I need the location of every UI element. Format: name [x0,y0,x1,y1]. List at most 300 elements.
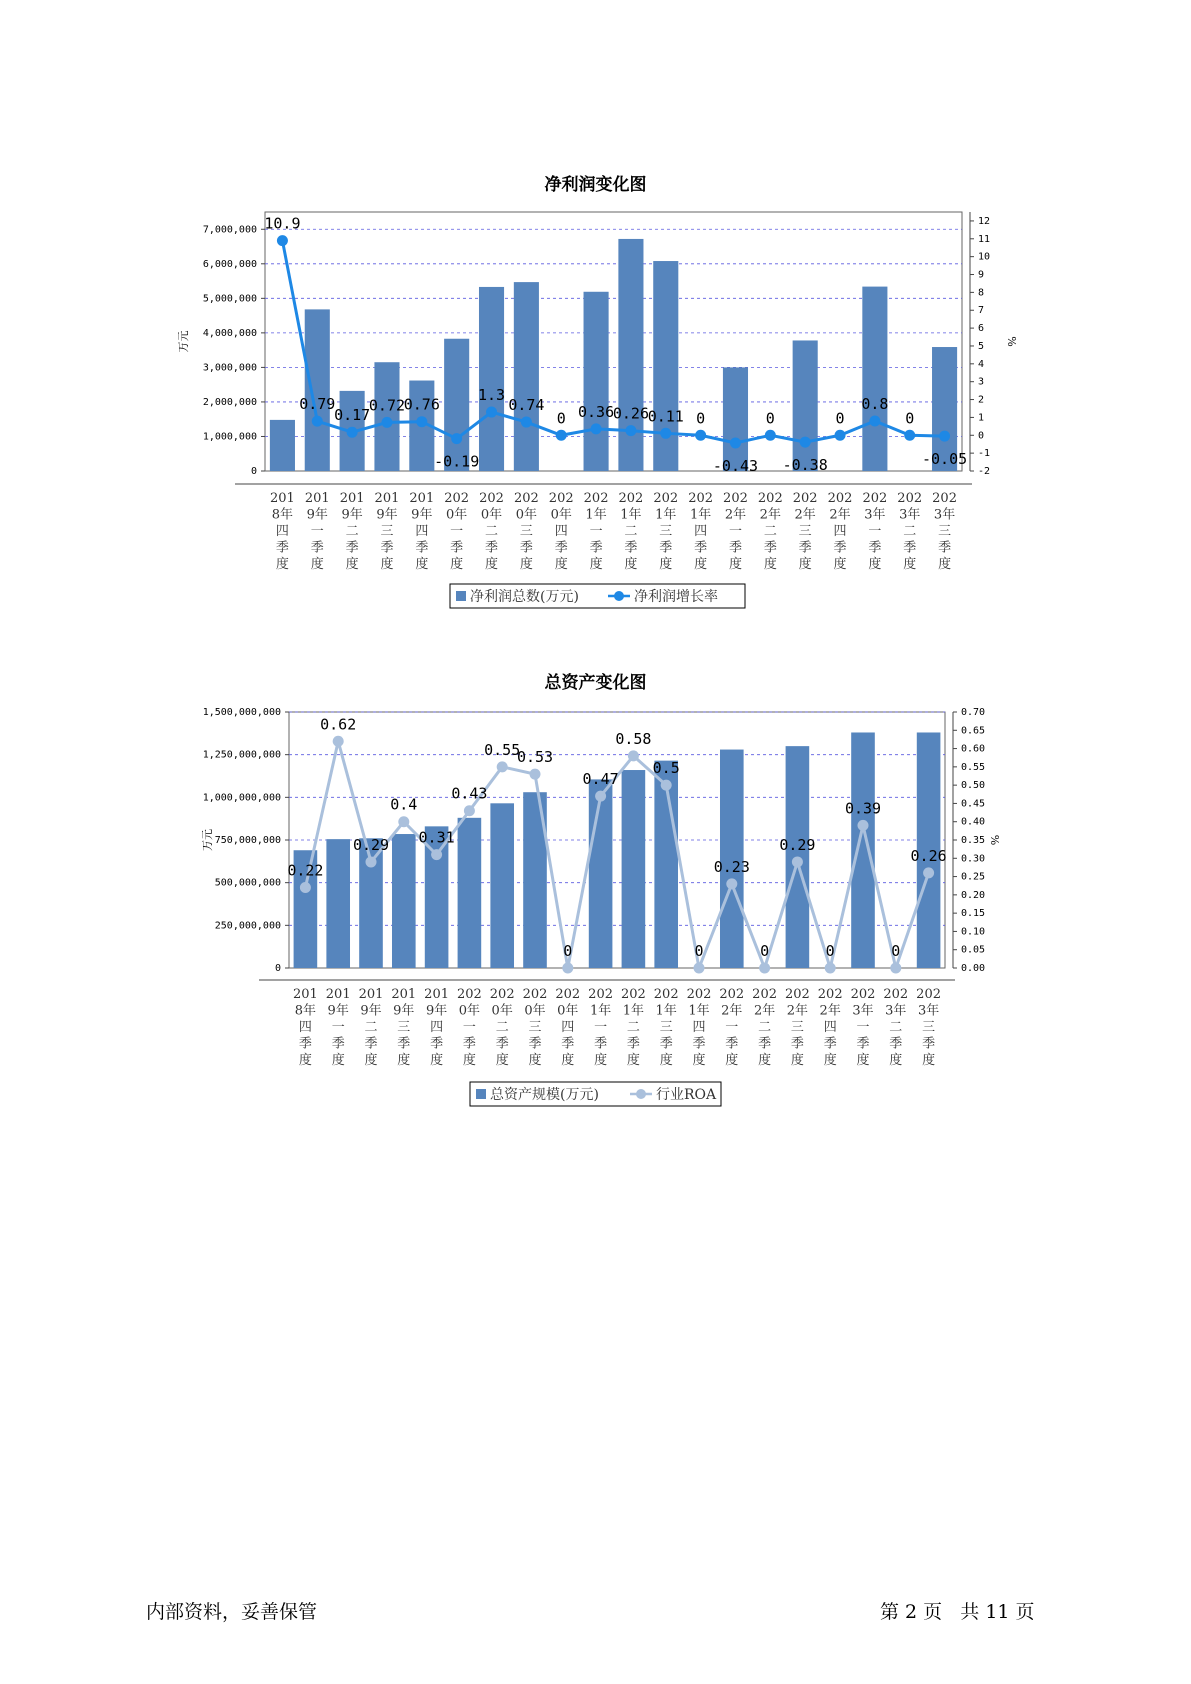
line-point [858,820,869,831]
x-tick-label: 季 [462,1036,476,1052]
x-tick-label: 度 [415,557,429,572]
x-tick-label: 度 [763,557,777,572]
x-tick-label: 9年 [411,507,433,523]
x-tick-label: 度 [298,1053,312,1068]
data-label: 0 [835,409,845,428]
x-tick-label: 2年 [724,507,747,523]
x-tick-label: 二 [758,1020,772,1035]
y-left-tick-label: 1,000,000 [202,431,257,443]
x-tick-label: 四 [833,524,847,539]
y-right-tick-label: 12 [978,215,991,227]
x-tick-label: 三 [798,524,812,539]
x-tick-label: 三 [659,1020,673,1035]
x-tick-label: 一 [868,524,882,539]
x-tick-label: 季 [594,1036,608,1052]
x-tick-label: 度 [728,557,742,572]
x-tick-label: 202 [827,491,853,506]
x-tick-label: 季 [450,540,464,556]
x-tick-label: 202 [686,987,712,1002]
y-right-tick-label: -1 [978,448,991,460]
y-left-tick-label: 0 [274,963,281,974]
legend-bar-swatch [476,1089,486,1099]
y-right-tick-label: 8 [978,287,985,299]
y-right-tick-label: 3 [978,376,985,388]
footer-confidential: 内部资料，妥善保管 [146,1601,318,1623]
x-tick-label: 一 [310,524,324,539]
x-tick-label: 季 [624,540,638,556]
y-right-tick-label: 0.20 [961,889,986,901]
y-right-tick-label: -2 [978,466,991,477]
x-tick-label: 0年 [446,507,468,523]
x-tick-label: 202 [548,491,574,506]
x-tick-label: 9年 [360,1003,382,1019]
x-tick-label: 度 [624,557,638,572]
x-tick-label: 季 [298,1036,312,1052]
legend-line-marker [636,1089,646,1099]
footer-page-number: 第 2 页 [880,1601,943,1623]
x-tick-label: 1年 [622,1003,645,1019]
x-tick-label: 3年 [885,1003,907,1019]
x-tick-label: 度 [594,1053,608,1068]
x-tick-label: 季 [519,540,533,556]
x-tick-label: 四 [298,1020,312,1035]
data-label: 0.76 [403,395,440,414]
line-point [431,849,442,860]
x-tick-label: 度 [790,1053,804,1068]
x-tick-label: 度 [519,557,533,572]
y-left-axis-label: 万元 [201,829,214,851]
x-tick-label: 202 [653,491,679,506]
data-label: 1.3 [477,386,506,405]
x-tick-label: 季 [798,540,812,556]
x-tick-label: 9年 [393,1003,415,1019]
x-tick-label: 度 [823,1053,837,1068]
x-tick-label: 度 [659,557,673,572]
y-right-tick-label: 1 [978,412,985,424]
x-tick-label: 季 [758,1036,772,1052]
x-tick-label: 二 [495,1020,509,1035]
x-tick-label: 201 [292,987,318,1002]
x-tick-label: 202 [784,987,810,1002]
y-right-tick-label: 0.25 [961,871,986,883]
x-tick-label: 2年 [829,507,851,523]
x-tick-label: 0年 [480,507,503,523]
data-label: 0.8 [861,394,889,413]
x-tick-label: 二 [364,1020,378,1035]
data-label: 0 [696,409,706,428]
x-tick-label: 1年 [589,1003,612,1019]
x-tick-label: 季 [763,540,777,556]
x-tick-label: 季 [528,1036,542,1052]
x-tick-label: 202 [688,491,714,506]
x-tick-label: 度 [528,1053,542,1068]
x-tick-label: 度 [659,1053,673,1068]
x-tick-label: 度 [345,557,359,572]
data-label: 0.58 [615,729,652,748]
x-tick-label: 季 [692,1036,706,1052]
x-tick-label: 四 [823,1020,837,1035]
x-tick-label: 四 [694,524,708,539]
x-tick-label: 一 [728,524,742,539]
x-tick-label: 季 [415,540,429,556]
footer-page-total: 共 11 页 [960,1601,1035,1623]
x-tick-label: 9年 [327,1003,349,1019]
x-tick-label: 季 [790,1036,804,1052]
data-label: 0 [905,409,915,428]
x-tick-label: 一 [462,1020,476,1035]
y-left-tick-label: 500,000,000 [214,877,281,889]
x-tick-label: 季 [430,1036,444,1052]
x-tick-label: 度 [889,1053,903,1068]
data-label: 0 [760,942,770,960]
x-tick-label: 季 [889,1036,903,1052]
line-point [562,963,573,974]
x-tick-label: 季 [364,1036,378,1052]
x-tick-label: 202 [752,987,778,1002]
x-tick-label: 三 [659,524,673,539]
x-tick-label: 201 [270,491,295,506]
x-tick-label: 季 [823,1036,837,1052]
x-tick-label: 四 [561,1020,575,1035]
x-tick-label: 2年 [759,507,781,523]
x-tick-label: 度 [798,557,812,572]
y-right-tick-label: 6 [978,323,985,335]
x-tick-label: 201 [304,491,330,506]
x-tick-label: 季 [725,1036,739,1052]
line-point [628,750,639,761]
line-point [890,963,901,974]
x-tick-label: 季 [310,540,324,556]
x-tick-label: 季 [868,540,882,556]
data-label: 0.74 [508,396,545,415]
x-tick-label: 度 [450,557,464,572]
x-tick-label: 9年 [376,507,398,523]
data-label: 0.23 [713,857,750,876]
data-label: 0.43 [451,784,488,803]
x-tick-label: 202 [862,491,888,506]
x-tick-label: 度 [868,557,882,572]
x-tick-label: 度 [561,1053,575,1068]
x-tick-label: 202 [489,987,515,1002]
y-right-tick-label: 0.15 [961,908,986,920]
x-tick-label: 季 [495,1036,509,1052]
x-tick-label: 一 [450,524,464,539]
y-left-tick-label: 0 [250,466,257,477]
x-tick-label: 201 [325,987,351,1002]
x-tick-label: 季 [331,1036,345,1052]
y-right-tick-label: 2 [978,394,985,406]
x-tick-label: 三 [528,1020,542,1035]
x-tick-label: 202 [850,987,876,1002]
line-point [694,963,705,974]
x-tick-label: 2年 [794,507,816,523]
x-tick-label: 3年 [933,507,956,523]
x-tick-label: 度 [903,557,917,572]
x-tick-label: 1年 [689,507,712,523]
x-tick-label: 度 [430,1053,444,1068]
x-tick-label: 201 [409,491,435,506]
x-tick-label: 一 [589,524,603,539]
x-tick-label: 202 [588,987,614,1002]
y-right-tick-label: 4 [978,358,985,370]
y-right-tick-label: 0.40 [961,816,986,828]
line-point [333,736,344,747]
x-tick-label: 季 [275,540,289,556]
x-tick-label: 201 [339,491,365,506]
bar [326,839,350,968]
legend-bar-label: 净利润总数(万元) [470,589,579,605]
data-label: 0.17 [334,406,371,425]
x-tick-label: 二 [763,524,777,539]
x-tick-label: 201 [391,987,417,1002]
line-point [792,856,803,867]
x-tick-label: 202 [620,987,646,1002]
y-right-tick-label: 0.60 [961,743,986,755]
y-left-tick-label: 6,000,000 [202,258,257,270]
x-tick-label: 四 [692,1020,706,1035]
y-right-tick-label: 0.50 [961,780,986,792]
x-tick-label: 季 [659,540,673,556]
x-tick-label: 1年 [585,507,607,523]
x-tick-label: 1年 [620,507,642,523]
y-left-tick-label: 1,250,000,000 [202,749,281,761]
x-tick-label: 一 [594,1020,608,1035]
y-right-tick-label: 9 [978,269,985,281]
x-tick-label: 季 [833,540,847,556]
line-point [595,791,606,802]
y-right-axis-label: % [1005,336,1018,347]
x-tick-label: 0年 [550,507,572,523]
x-tick-label: 三 [938,524,952,539]
y-left-tick-label: 1,000,000,000 [202,792,281,804]
x-tick-label: 202 [479,491,504,506]
x-tick-label: 度 [694,557,708,572]
x-tick-label: 度 [397,1053,411,1068]
x-tick-label: 度 [626,1053,640,1068]
data-label: 0 [891,942,901,960]
x-tick-label: 度 [758,1053,772,1068]
y-left-tick-label: 5,000,000 [202,293,257,305]
line-point [398,816,409,827]
data-label: 0.29 [779,835,816,854]
y-right-tick-label: 0.55 [961,761,986,773]
data-label: 0.72 [368,396,406,415]
x-tick-label: 0年 [515,507,538,523]
x-tick-label: 202 [792,491,818,506]
line-point [661,780,672,791]
data-label: 0.53 [516,748,554,767]
y-left-tick-label: 250,000,000 [214,920,281,932]
y-right-tick-label: 0.05 [961,944,986,956]
line-point [366,856,377,867]
bar [622,770,646,968]
y-right-tick-label: 0.70 [961,707,986,718]
chart-title-net-profit: 净利润变化图 [544,175,647,195]
x-tick-label: 0年 [491,1003,513,1019]
bar [851,732,875,968]
x-tick-label: 202 [817,987,843,1002]
x-tick-label: 二 [345,524,359,539]
x-tick-label: 度 [331,1053,345,1068]
y-right-tick-label: 0.35 [961,835,986,846]
data-label: 0.26 [910,846,947,865]
x-tick-label: 202 [653,987,679,1002]
x-tick-label: 四 [554,524,568,539]
x-tick-label: 9年 [341,507,363,523]
line-point [300,882,311,893]
x-tick-label: 季 [380,540,394,556]
x-tick-label: 三 [380,524,394,539]
data-label: 0.31 [418,828,455,847]
data-label: 0.4 [390,795,418,814]
y-right-tick-label: 5 [978,340,985,352]
x-tick-label: 202 [757,491,783,506]
x-tick-label: 度 [922,1053,936,1068]
x-tick-label: 202 [618,491,644,506]
x-tick-label: 3年 [899,507,921,523]
x-tick-label: 8年 [271,507,294,523]
x-tick-label: 三 [519,524,533,539]
y-right-tick-label: 0.30 [961,853,986,865]
legend-bar-label: 总资产规模(万元) [490,1087,599,1103]
data-label: 0.47 [582,770,619,789]
x-tick-label: 1年 [655,507,677,523]
x-tick-label: 四 [430,1020,444,1035]
data-label: 0 [825,942,835,960]
x-tick-label: 四 [275,524,289,539]
line-point [464,805,475,816]
x-tick-label: 季 [922,1036,936,1052]
data-label: 0.26 [612,404,649,423]
x-tick-label: 202 [522,987,548,1002]
x-tick-label: 202 [583,491,609,506]
x-tick-label: 202 [897,491,923,506]
x-tick-label: 季 [694,540,708,556]
legend-line-label: 行业ROA [656,1087,717,1103]
line-point [759,963,770,974]
data-label: 0 [563,942,573,960]
x-tick-label: 201 [358,987,384,1002]
x-tick-label: 四 [415,524,429,539]
x-tick-label: 202 [883,987,909,1002]
x-tick-label: 3年 [852,1003,874,1019]
y-right-axis-label: % [988,834,1001,846]
x-tick-label: 二 [903,524,917,539]
x-tick-label: 0年 [524,1003,546,1019]
line-point [825,963,836,974]
data-label: 0.39 [844,799,882,818]
bar [589,779,613,968]
data-label: 0 [556,409,566,428]
x-tick-label: 9年 [306,507,328,523]
x-tick-label: 3年 [864,507,886,523]
x-tick-label: 季 [659,1036,673,1052]
x-tick-label: 二 [889,1020,903,1035]
y-right-tick-label: 11 [978,233,991,245]
line-point [726,878,737,889]
x-tick-label: 季 [903,540,917,556]
x-tick-label: 度 [692,1053,706,1068]
x-tick-label: 2年 [721,1003,743,1019]
x-tick-label: 季 [856,1036,870,1052]
x-tick-label: 季 [626,1036,640,1052]
x-tick-label: 一 [725,1020,739,1035]
x-tick-label: 度 [462,1053,476,1068]
data-label: 0.79 [299,395,336,414]
x-tick-label: 度 [485,557,499,572]
footer-page-info [880,1597,1035,1624]
x-tick-label: 度 [364,1053,378,1068]
data-label: 10.9 [264,214,301,233]
x-tick-label: 202 [513,491,539,506]
x-tick-label: 三 [922,1020,936,1035]
x-tick-label: 度 [554,557,568,572]
x-tick-label: 201 [374,491,400,506]
x-tick-label: 1年 [655,1003,677,1019]
x-tick-label: 季 [589,540,603,556]
x-tick-label: 度 [380,557,394,572]
x-tick-label: 202 [444,491,470,506]
x-tick-label: 二 [626,1020,640,1035]
line-point [530,769,541,780]
data-label: -0.38 [782,456,828,475]
x-tick-label: 二 [485,524,499,539]
x-tick-label: 度 [495,1053,509,1068]
x-tick-label: 1年 [688,1003,710,1019]
x-tick-label: 度 [725,1053,739,1068]
data-label: -0.43 [712,456,759,475]
x-tick-label: 度 [938,557,952,572]
x-tick-label: 2年 [819,1003,841,1019]
line-point [497,761,508,772]
x-tick-label: 季 [938,540,952,556]
x-tick-label: 季 [561,1036,575,1052]
data-label: -0.05 [921,450,968,469]
x-tick-label: 202 [723,491,748,506]
data-label: 0.29 [352,835,390,854]
x-tick-label: 201 [424,987,450,1002]
x-tick-label: 三 [397,1020,411,1035]
x-tick-label: 8年 [294,1003,317,1019]
y-left-tick-label: 2,000,000 [202,396,257,408]
x-tick-label: 二 [624,524,638,539]
y-left-axis-label: 万元 [177,330,190,353]
y-left-tick-label: 1,500,000,000 [202,707,281,718]
x-tick-label: 季 [554,540,568,556]
x-tick-label: 3年 [917,1003,940,1019]
y-right-tick-label: 7 [978,305,985,317]
bar [392,834,416,968]
x-tick-label: 2年 [753,1003,776,1019]
x-tick-label: 2年 [786,1003,809,1019]
x-tick-label: 度 [856,1053,870,1068]
x-tick-label: 202 [456,987,482,1002]
bar [490,803,514,968]
x-tick-label: 202 [719,987,745,1002]
x-tick-label: 0年 [458,1003,481,1019]
data-label: 0.55 [484,740,521,759]
x-tick-label: 度 [275,557,289,572]
y-left-tick-label: 4,000,000 [202,327,257,339]
x-tick-label: 202 [932,491,957,506]
chart-title-total-assets: 总资产变化图 [544,673,647,693]
x-tick-label: 9年 [425,1003,448,1019]
x-tick-label: 季 [397,1036,411,1052]
y-right-tick-label: 0 [978,430,985,442]
x-tick-label: 一 [856,1020,870,1035]
legend-line-label: 净利润增长率 [634,589,718,605]
y-right-tick-label: 0.65 [961,725,986,737]
